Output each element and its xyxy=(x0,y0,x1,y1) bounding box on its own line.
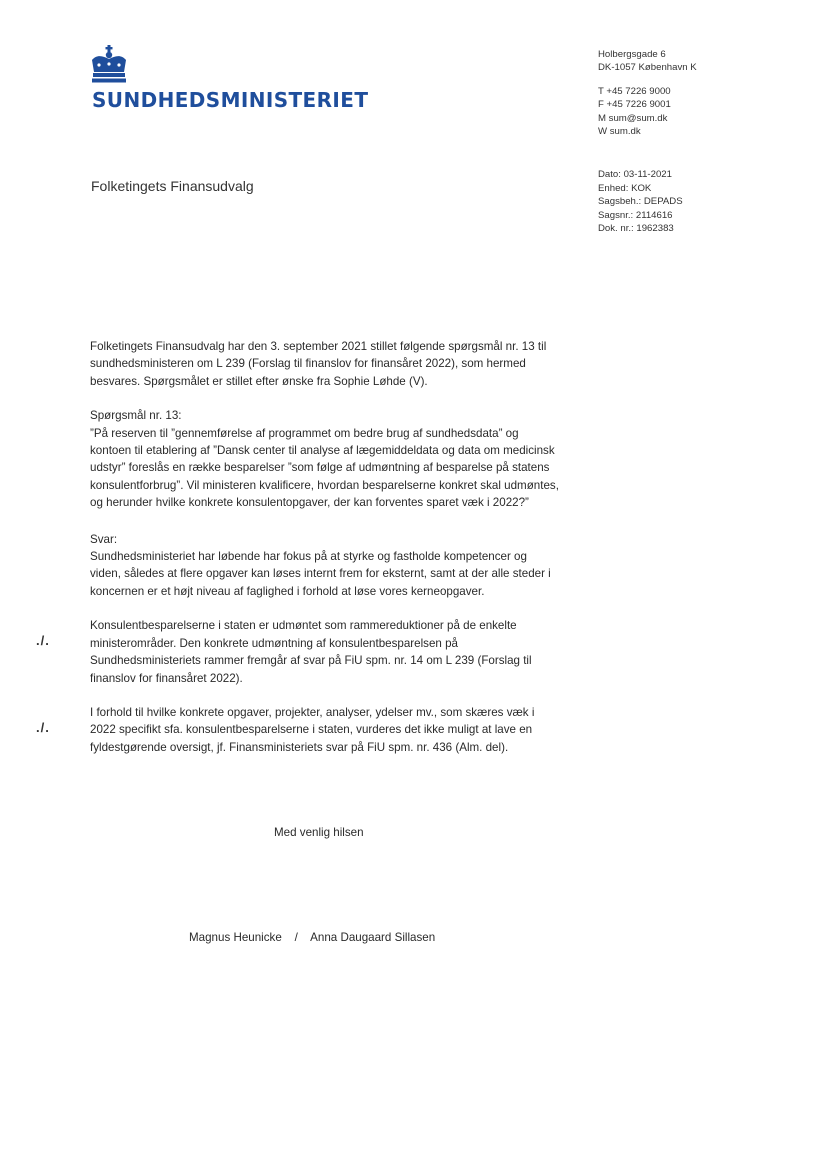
ministry-logo-text: SUNDHEDSMINISTERIET xyxy=(92,88,369,112)
meta-handler: Sagsbeh.: DEPADS xyxy=(598,196,683,208)
intro-paragraph: Folketingets Finansudvalg har den 3. september 2021 stillet følgende spørgsmål nr. 13 til sundhedsministeren om L 239 (Forslag til finanslov for finansåret 2022), som hermed besvares. Spørgsmålet er stillet efter ønske fra Sophie Løhde (V). xyxy=(90,340,547,388)
meta-unit: Enhed: KOK xyxy=(598,182,652,194)
letter-body xyxy=(90,338,560,773)
signatories: Magnus Heunicke / Anna Daugaard Sillasen xyxy=(189,931,436,944)
answer-section xyxy=(90,531,560,601)
case-metadata-block xyxy=(598,168,683,236)
sender-address-block xyxy=(598,48,697,138)
answer-paragraph-1: Sundhedsministeriet har løbende har fokus på at styrke og fastholde kompetencer og viden, således at flere opgaver kan løses internt frem for eksternt, samt at der alle steder i koncernen er et højt niveau af faglighed i forhold at løse vores kerneopgaver. xyxy=(90,550,551,598)
crown-icon xyxy=(88,44,130,86)
question-text: ”På reserven til ”gennemførelse af programmet om bedre brug af sundhedsdata” og kontoen til etablering af ”Dansk center til analyse af lægemiddeldata og data om medicinsk udstyr” foreslås en række besparelser ”som følge af udmøntning af besparelse på statens konsulentforbrug”. Vil ministeren kvalificere, hvordan besparelserne konkret skal udmøntes, og herunder hvilke konkrete konsulentopgaver, der kan forventes sparet væk i 2022?” xyxy=(90,426,559,510)
meta-document-number: Dok. nr.: 1962383 xyxy=(598,223,674,235)
answer-paragraph-3: I forhold til hvilke konkrete opgaver, projekter, analyser, ydelser mv., som skæres væk i 2022 specifikt sfa. konsulentbesparelserne i staten, vurderes det ikke muligt at lave en fyldestgørende oversigt, jf. Finansministeriets svar på FiU spm. nr. 436 (Alm. del). xyxy=(90,705,535,754)
address-street: Holbergsgade 6 xyxy=(598,49,666,60)
recipient-name: Folketingets Finansudvalg xyxy=(91,178,254,194)
enclosure-marker: ./. xyxy=(36,720,50,735)
phone-number: T +45 7226 9000 xyxy=(598,85,671,97)
answer-paragraph-2: Konsulentbesparelserne i staten er udmøntet som rammereduktioner på de enkelte ministerområder. Den konkrete udmøntning af konsulentbesparelsen på Sundhedsministeriets rammer fremgår af svar på FiU spm. nr. 14 om L 239 (Forslag til finanslov for finansåret 2022). xyxy=(90,619,532,685)
question-heading: Spørgsmål nr. 13: xyxy=(90,409,182,423)
enclosure-marker: ./. xyxy=(36,633,50,648)
closing-salutation: Med venlig hilsen xyxy=(274,826,364,839)
question-section xyxy=(90,407,560,511)
fax-number: F +45 7226 9001 xyxy=(598,99,671,111)
meta-case-number: Sagsnr.: 2114616 xyxy=(598,209,673,221)
email-address: M sum@sum.dk xyxy=(598,112,668,124)
address-city: DK-1057 København K xyxy=(598,62,697,74)
answer-heading: Svar: xyxy=(90,532,118,546)
meta-date: Dato: 03-11-2021 xyxy=(598,169,672,180)
web-address: W sum.dk xyxy=(598,126,641,138)
